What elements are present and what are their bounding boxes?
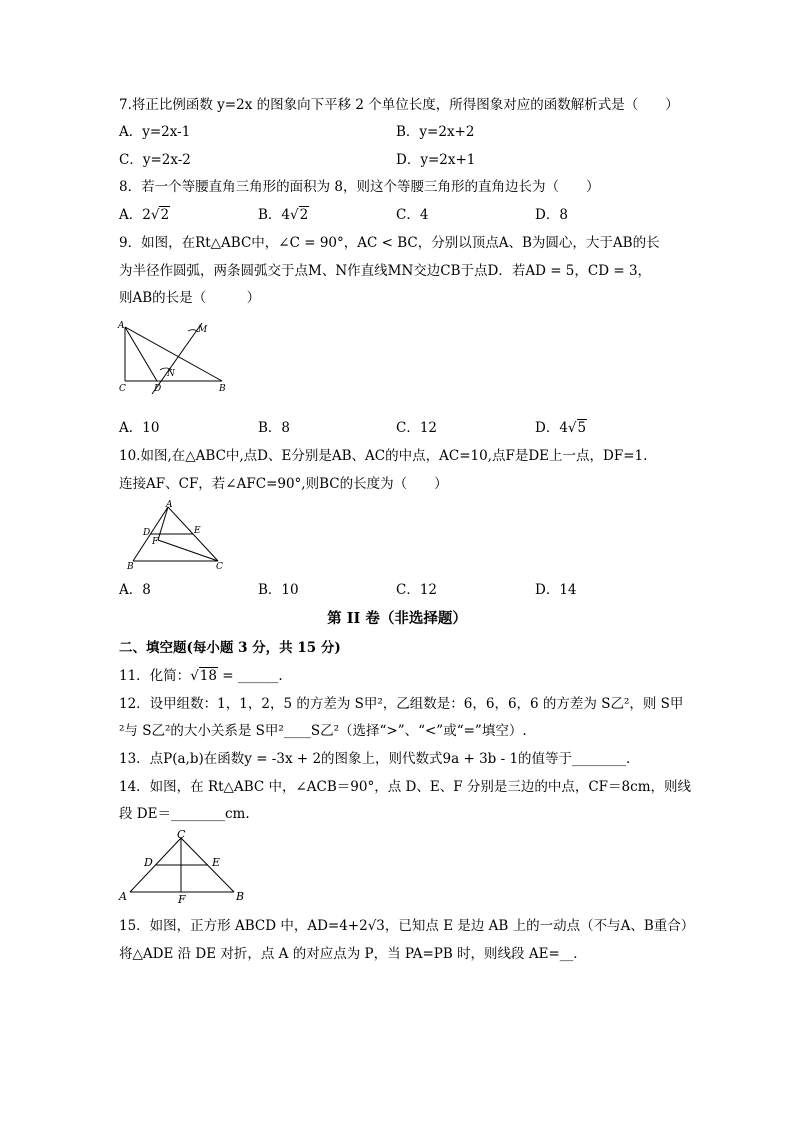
q12-line-1: 12．设甲组数：1，1，2，5 的方差为 S甲²，乙组数是：6，6，6，6 的方差为 S乙²，则 S甲 <box>119 696 684 712</box>
q8-option-b: B．4√2 <box>258 207 309 223</box>
q10-label-f: F <box>152 537 159 547</box>
q9-label-d: D <box>154 384 162 394</box>
q7-stem: 7.将正比例函数 y=2x 的图象向下平移 2 个单位长度，所得图象对应的函数解析式是（ ） <box>119 97 679 113</box>
q10-option-b: B．10 <box>258 582 299 598</box>
q9-label-b: B <box>219 384 226 394</box>
q11-prefix: 11．化简： <box>119 668 191 684</box>
q7-option-d: D．y=2x+1 <box>396 152 476 168</box>
q9-line-2: 为半径作圆弧，两条圆弧交于点M、N作直线MN交边CB于点D．若AD = 5，CD = 3， <box>119 263 652 279</box>
q14-label-c: C <box>177 828 186 841</box>
q11-radicand: 18 <box>199 668 217 684</box>
q15-line-1: 15．如图，正方形 ABCD 中，AD=4+2√3，已知点 E 是边 AB 上的一动点（不与A、B重合） <box>119 918 695 934</box>
q11: 11．化简：√18 = ______. <box>119 668 283 684</box>
q11-suffix: = ______. <box>217 668 283 684</box>
q7-option-b: B．y=2x+2 <box>396 124 475 140</box>
q10-option-a: A．8 <box>119 582 151 598</box>
q10-option-d: D．14 <box>535 582 577 598</box>
q10-line-2: 连接AF、CF，若∠AFC=90°,则BC的长度为（ ） <box>119 476 448 492</box>
q9-option-c: C．12 <box>396 420 438 436</box>
q10-label-d: D <box>143 528 151 538</box>
q9-line-1: 9．如图，在Rt△ABC中，∠C = 90°，AC < BC，分别以顶点A、B为圆心，大于AB的长 <box>119 235 660 251</box>
q9-segment-ad <box>125 327 157 381</box>
q14-label-e: E <box>212 856 221 869</box>
q9-label-a: A <box>118 321 125 331</box>
q14-figure <box>116 828 248 904</box>
q10-label-a: A <box>166 500 173 510</box>
q14-line-1: 14．如图，在 Rt△ABC 中，∠ACB＝90°，点 D、E、F 分别是三边的中点，CF＝8cm，则线 <box>119 779 691 795</box>
q8-option-a-radicand: 2 <box>160 207 170 223</box>
q10-segment-fc <box>158 540 218 561</box>
q10-label-c: C <box>216 562 223 572</box>
q8-option-c: C．4 <box>396 207 429 223</box>
q14-label-d: D <box>144 856 153 869</box>
q10-label-b: B <box>127 562 134 572</box>
q14-label-f: F <box>178 893 186 904</box>
q9-option-d-radicand: 5 <box>577 420 587 436</box>
q13: 13．点P(a,b)在函数y = -3x + 2的图象上，则代数式9a + 3b - 1的值等于________． <box>119 751 640 767</box>
q10-figure <box>124 500 228 572</box>
q9-label-c: C <box>119 384 126 394</box>
q8-option-d: D．8 <box>535 207 568 223</box>
q9-option-d: D．4√5 <box>535 420 587 436</box>
q12-line-2: ²与 S乙²的大小关系是 S甲²____S乙²（选择“>”、“<”或“=”填空）. <box>119 723 527 739</box>
q8-stem: 8．若一个等腰直角三角形的面积为 8，则这个等腰三角形的直角边长为（ ） <box>119 179 600 195</box>
q8-option-a-label: A．2 <box>119 207 151 223</box>
q8-option-a: A．2√2 <box>119 207 170 223</box>
q14-line-2: 段 DE＝________cm. <box>119 806 250 822</box>
q8-option-b-radicand: 2 <box>299 207 309 223</box>
q7-option-c: C．y=2x-2 <box>119 152 191 168</box>
q10-segment-af <box>158 507 168 540</box>
q7-option-a: A．y=2x-1 <box>119 124 191 140</box>
q9-figure <box>116 318 236 396</box>
q9-label-n: N <box>167 369 175 379</box>
q9-option-a: A．10 <box>119 420 160 436</box>
q9-option-d-label: D．4 <box>535 420 568 436</box>
q8-option-b-label: B．4 <box>258 207 291 223</box>
q10-line-1: 10.如图,在△ABC中,点D、E分别是AB、AC的中点，AC=10,点F是DE上一点，DF=1. <box>119 448 648 464</box>
q14-label-a: A <box>119 890 127 903</box>
q9-label-m: M <box>198 325 208 335</box>
q10-option-c: C．12 <box>396 582 438 598</box>
q10-label-e: E <box>194 526 201 536</box>
q15-line-2: 将△ADE 沿 DE 对折，点 A 的对应点为 P，当 PA=PB 时，则线段 AE=__． <box>119 946 587 962</box>
part-2-heading: 二、填空题(每小题 3 分，共 15 分) <box>119 640 341 656</box>
q9-option-b: B．8 <box>258 420 291 436</box>
section-2-title: 第 II 卷（非选择题） <box>327 610 467 627</box>
q9-line-3: 则AB的长是（ ） <box>119 290 261 306</box>
q14-label-b: B <box>236 890 245 903</box>
